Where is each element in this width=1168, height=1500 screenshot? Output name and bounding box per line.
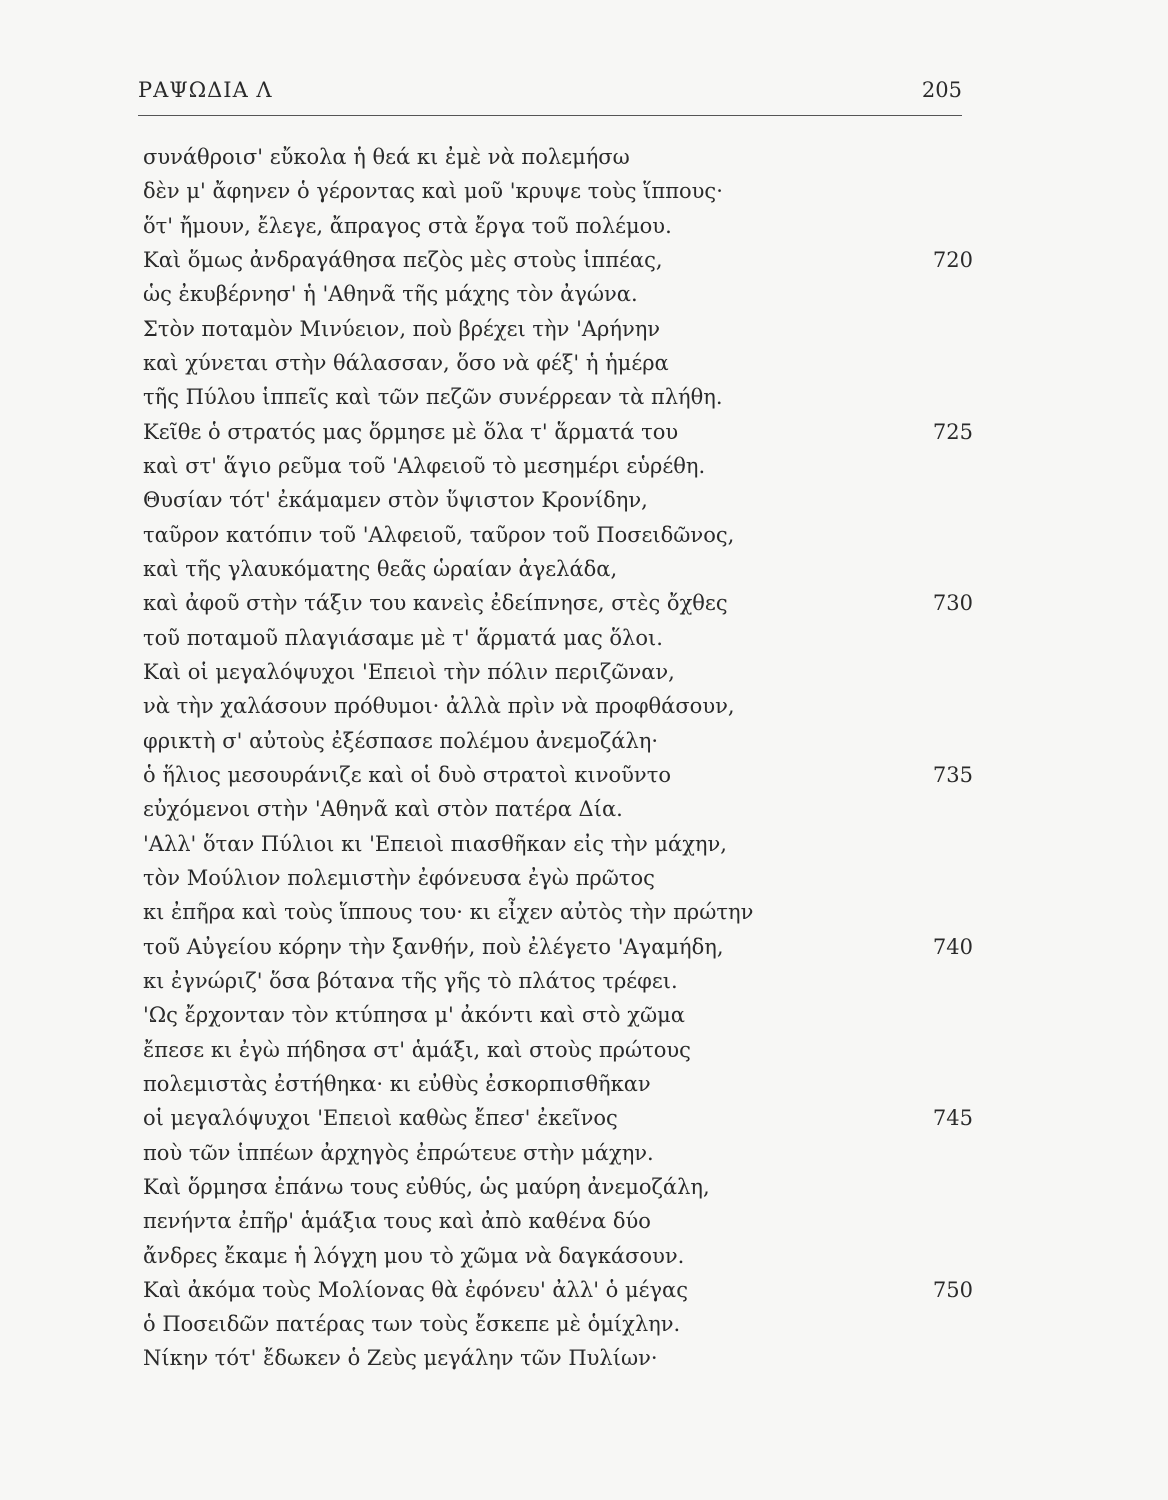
verse-text: Καὶ οἱ μεγαλόψυχοι 'Επειοὶ τὴν πόλιν περιζῶναν, [143, 659, 675, 684]
verse-line [143, 415, 973, 449]
page-number: 205 [921, 78, 962, 102]
verse-text: πενήντα ἐπῆρ' ἁμάξια τους καὶ ἀπὸ καθένα δύο [143, 1209, 651, 1234]
verse-text: τῆς Πύλου ἱππεῖς καὶ τῶν πεζῶν συνέρρεαν τὰ πλήθη. [143, 385, 723, 410]
verse-text: 'Ως ἔρχονταν τὸν κτύπησα μ' ἀκόντι καὶ στὸ χῶμα [143, 1003, 685, 1028]
verse-text: καὶ χύνεται στὴν θάλασσαν, ὅσο νὰ φέξ' ἡ ἡμέρα [143, 350, 669, 375]
verse-line [143, 930, 973, 964]
verse-text: κι ἐγνώριζ' ὅσα βότανα τῆς γῆς τὸ πλάτος τρέφει. [143, 968, 678, 993]
verse-text: νὰ τὴν χαλάσουν πρόθυμοι· ἀλλὰ πρὶν νὰ προφθάσουν, [143, 694, 735, 719]
verse-line [143, 140, 973, 174]
header-rule [138, 115, 962, 116]
verse-line [143, 861, 973, 895]
verse-line [143, 758, 973, 792]
verse-text: τοῦ ποταμοῦ πλαγιάσαμε μὲ τ' ἅρματά μας ὅλοι. [143, 625, 663, 650]
verse-text: ποὺ τῶν ἱππέων ἀρχηγὸς ἐπρώτευε στὴν μάχην. [143, 1140, 654, 1165]
verse-text: δὲν μ' ἄφηνεν ὁ γέροντας καὶ μοῦ 'κρυψε τοὺς ἵππους· [143, 179, 723, 204]
verse-text: ἔπεσε κι ἐγὼ πήδησα στ' ἁμάξι, καὶ στοὺς πρώτους [143, 1037, 691, 1062]
verse-text: συνάθροισ' εὔκολα ἡ θεά κι ἐμὲ νὰ πολεμήσω [143, 145, 630, 169]
verse-line [143, 1239, 973, 1273]
line-number: 735 [932, 762, 973, 787]
verse-text: Καὶ ὅρμησα ἐπάνω τους εὐθύς, ὡς μαύρη ἀνεμοζάλη, [143, 1174, 710, 1199]
verse-text: Στὸν ποταμὸν Μινύειον, ποὺ βρέχει τὴν 'Αρήνην [143, 316, 661, 341]
verse-line [143, 792, 973, 826]
line-number: 750 [932, 1277, 973, 1302]
verse-line [143, 174, 973, 208]
verse-line [143, 655, 973, 689]
verse-text: Καὶ ἀκόμα τοὺς Μολίονας θὰ ἐφόνευ' ἀλλ' ὁ μέγας [143, 1277, 688, 1302]
verse-text: 'Αλλ' ὅταν Πύλιοι κι 'Επειοὶ πιασθῆκαν εἰς τὴν μάχην, [143, 831, 727, 856]
verse-line [143, 449, 973, 483]
verse-text: καὶ στ' ἅγιο ρεῦμα τοῦ 'Αλφειοῦ τὸ μεσημέρι εὑρέθη. [143, 453, 706, 478]
line-number: 740 [932, 934, 973, 959]
line-number: 730 [932, 591, 973, 616]
verse-line [143, 827, 973, 861]
verse-line [143, 243, 973, 277]
verse-line [143, 964, 973, 998]
verse-line [143, 518, 973, 552]
line-number: 745 [932, 1106, 973, 1131]
line-number: 725 [932, 419, 973, 444]
verse-line [143, 209, 973, 243]
verse-text: οἱ μεγαλόψυχοι 'Επειοὶ καθὼς ἔπεσ' ἐκεῖνος [143, 1106, 618, 1131]
verse-line [143, 1204, 973, 1238]
verse-line [143, 998, 973, 1032]
poem-body [143, 140, 973, 1376]
verse-text: καὶ ἀφοῦ στὴν τάξιν του κανεὶς ἐδείπνησε, στὲς ὄχθες [143, 591, 728, 616]
verse-line [143, 380, 973, 414]
verse-line [143, 1273, 973, 1307]
verse-line [143, 1341, 973, 1375]
verse-text: Νίκην τότ' ἔδωκεν ὁ Ζεὺς μεγάλην τῶν Πυλίων· [143, 1346, 658, 1371]
verse-text: πολεμιστὰς ἐστήθηκα· κι εὐθὺς ἐσκορπισθῆκαν [143, 1071, 651, 1096]
verse-line [143, 346, 973, 380]
verse-line [143, 1307, 973, 1341]
verse-line [143, 1101, 973, 1135]
line-number: 720 [932, 247, 973, 272]
verse-text: Θυσίαν τότ' ἐκάμαμεν στὸν ὕψιστον Κρονίδην, [143, 488, 648, 513]
running-head: ΡΑΨΩΔΙΑ Λ [138, 78, 273, 102]
verse-line [143, 724, 973, 758]
verse-text: ὁ Ποσειδῶν πατέρας των τοὺς ἔσκεπε μὲ ὁμίχλην. [143, 1312, 681, 1337]
verse-text: Κεῖθε ὁ στρατός μας ὅρμησε μὲ ὅλα τ' ἅρματά του [143, 419, 679, 444]
verse-line [143, 689, 973, 723]
verse-line [143, 621, 973, 655]
verse-text: ἄνδρες ἔκαμε ἡ λόγχη μου τὸ χῶμα νὰ δαγκάσουν. [143, 1243, 685, 1268]
verse-line [143, 586, 973, 620]
verse-text: ὡς ἐκυβέρνησ' ἡ 'Αθηνᾶ τῆς μάχης τὸν ἀγώνα. [143, 282, 638, 307]
verse-line [143, 1136, 973, 1170]
verse-line [143, 312, 973, 346]
page-header [138, 78, 962, 118]
verse-text: φρικτὴ σ' αὐτοὺς ἐξέσπασε πολέμου ἀνεμοζάλη· [143, 728, 659, 753]
verse-text: εὐχόμενοι στὴν 'Αθηνᾶ καὶ στὸν πατέρα Δία. [143, 797, 623, 822]
verse-text: ταῦρον κατόπιν τοῦ 'Αλφειοῦ, ταῦρον τοῦ Ποσειδῶνος, [143, 522, 735, 547]
verse-line [143, 277, 973, 311]
verse-text: τὸν Μούλιον πολεμιστὴν ἐφόνευσα ἐγὼ πρῶτος [143, 865, 655, 890]
verse-text: Καὶ ὅμως ἀνδραγάθησα πεζὸς μὲς στοὺς ἱππέας, [143, 247, 663, 272]
verse-text: τοῦ Αὐγείου κόρην τὴν ξανθήν, ποὺ ἐλέγετο 'Αγαμήδη, [143, 934, 724, 959]
verse-text: ὅτ' ἤμουν, ἔλεγε, ἄπραγος στὰ ἔργα τοῦ πολέμου. [143, 213, 672, 238]
verse-line [143, 483, 973, 517]
verse-line [143, 895, 973, 929]
verse-text: κι ἐπῆρα καὶ τοὺς ἵππους του· κι εἶχεν αὐτὸς τὴν πρώτην [143, 900, 754, 925]
verse-text: καὶ τῆς γλαυκόματης θεᾶς ὡραίαν ἀγελάδα, [143, 556, 618, 581]
verse-line [143, 1033, 973, 1067]
verse-line [143, 1067, 973, 1101]
verse-line [143, 1170, 973, 1204]
verse-line [143, 552, 973, 586]
verse-text: ὁ ἥλιος μεσουράνιζε καὶ οἱ δυὸ στρατοὶ κινοῦντο [143, 762, 671, 787]
